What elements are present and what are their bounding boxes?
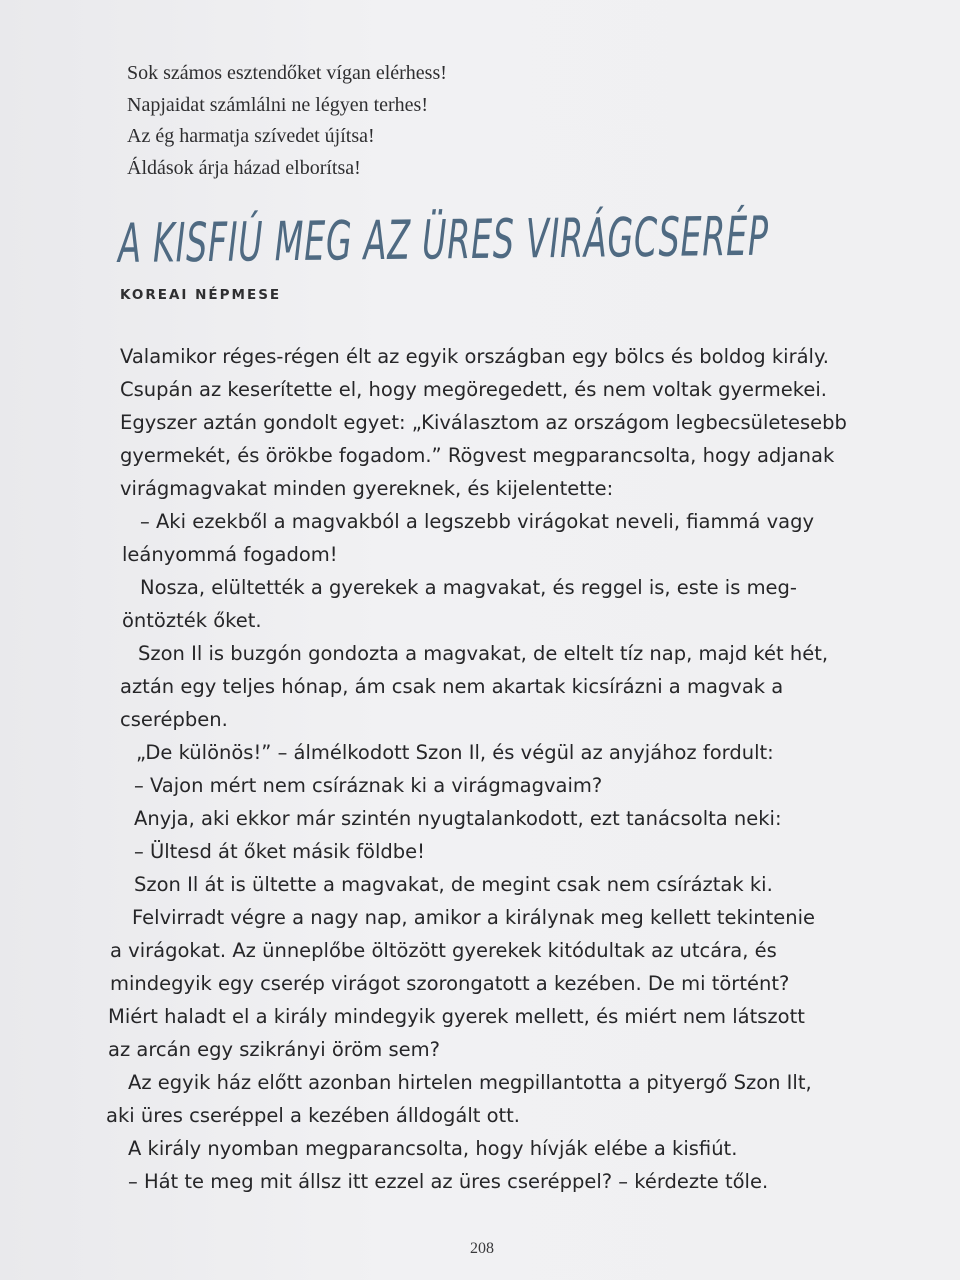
text-line: Az egyik ház előtt azonban hirtelen megpillantotta a pityergő Szon Ilt, bbox=[128, 1071, 812, 1094]
story-subtitle: KOREAI NÉPMESE bbox=[120, 287, 282, 303]
poem-line: Áldások árja házad elborítsa! bbox=[127, 156, 361, 179]
text-line: gyermekét, és örökbe fogadom.” Rögvest megparancsolta, hogy adjanak bbox=[120, 444, 835, 467]
text-line: a virágokat. Az ünneplőbe öltözött gyerekek kitódultak az utcára, és bbox=[110, 939, 777, 962]
page-number: 208 bbox=[470, 1240, 494, 1257]
poem-stanza bbox=[127, 58, 447, 184]
text-line: öntözték őket. bbox=[122, 609, 262, 632]
text-line: leányommá fogadom! bbox=[122, 543, 338, 566]
poem-line: Az ég harmatja szívedet újítsa! bbox=[127, 125, 375, 147]
text-line: – Ültesd át őket másik földbe! bbox=[134, 840, 425, 863]
text-line: mindegyik egy cserép virágot szorongatott a kezében. De mi történt? bbox=[110, 972, 790, 995]
text-line: A király nyomban megparancsolta, hogy hívják elébe a kisfiút. bbox=[128, 1137, 738, 1160]
text-line: cserépben. bbox=[120, 708, 228, 731]
text-line: Egyszer aztán gondolt egyet: „Kiválasztom az országom legbecsületesebb bbox=[120, 411, 847, 434]
text-line: – Aki ezekből a magvakból a legszebb virágokat neveli, fiammá vagy bbox=[140, 510, 814, 533]
text-line: Szon Il is buzgón gondozta a magvakat, de eltelt tíz nap, majd két hét, bbox=[138, 642, 829, 665]
text-line: virágmagvakat minden gyereknek, és kijelentette: bbox=[120, 477, 614, 500]
text-line: az arcán egy szikrányi öröm sem? bbox=[108, 1038, 440, 1061]
text-line: Szon Il át is ültette a magvakat, de megint csak nem csíráztak ki. bbox=[134, 873, 773, 896]
poem-line: Sok számos esztendőket vígan elérhess! bbox=[127, 62, 447, 84]
text-line: aki üres cseréppel a kezében álldogált ott. bbox=[106, 1104, 521, 1127]
text-line: – Vajon mért nem csíráznak ki a virágmagvaim? bbox=[134, 774, 603, 797]
text-line: aztán egy teljes hónap, ám csak nem akartak kicsírázni a magvak a bbox=[120, 675, 784, 698]
text-line: Valamikor réges-régen élt az egyik országban egy bölcs és boldog király. bbox=[120, 345, 829, 368]
text-line: Nosza, elültették a gyerekek a magvakat, és reggel is, este is meg- bbox=[140, 576, 797, 599]
text-line: „De különös!” – álmélkodott Szon Il, és végül az anyjához fordult: bbox=[136, 741, 774, 764]
text-line: Anyja, aki ekkor már szintén nyugtalankodott, ezt tanácsolta neki: bbox=[134, 807, 782, 830]
story-title: A KISFIÚ MEG AZ ÜRES VIRÁGCSERÉP bbox=[118, 204, 769, 275]
text-line: – Hát te meg mit állsz itt ezzel az üres cseréppel? – kérdezte tőle. bbox=[128, 1170, 769, 1193]
poem-line: Napjaidat számlálni ne légyen terhes! bbox=[127, 93, 428, 116]
text-line: Csupán az keserítette el, hogy megöregedett, és nem voltak gyermekei. bbox=[120, 378, 827, 401]
text-line: Felvirradt végre a nagy nap, amikor a királynak meg kellett tekintenie bbox=[132, 906, 816, 929]
text-line: Miért haladt el a király mindegyik gyerek mellett, és miért nem látszott bbox=[108, 1005, 805, 1028]
